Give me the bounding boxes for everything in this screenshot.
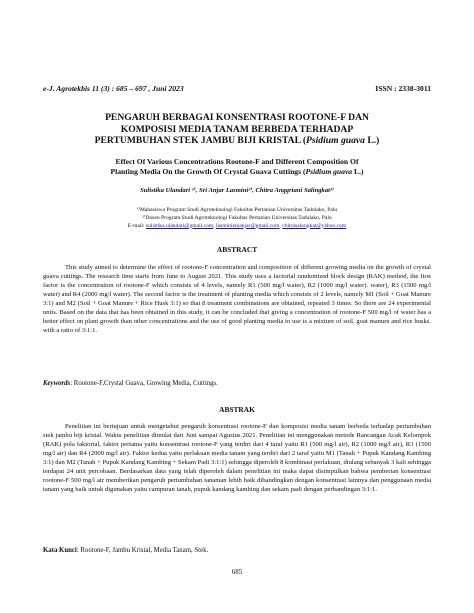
abstract-indonesian-text: Penelitian ini bertujuan untuk mengetahui pengaruh konsentrasi rootone-F dan komposisi media tanam berbeda terhadap pertumbuhan stek jambu biji kristal. Waktu penelitian dimulai dari Juni sampai Agustus 2021. Penelitian ini menggunakan metode Rancangan Acak Kelompok (RAK) pola faktorial, faktor pertama yaitu konsentrasi rootone-F yang terdiri dari 4 taraf yaitu R1 (500 mg/l air), R2 (1000 mg/l air), R3 (1500 mg/l air) dan R4 (2000 mg/l air). Faktor kedua yaitu perlakuan media tanam yang terdiri dari 2 taraf yaitu M1 (Tanah + Pupuk Kandang Kambing 3:1) dan M2 (Tanah + Pupuk Kandang Kambing + Sekam Padi 3:1:1) sehingga diperoleh 8 kombinasi perlakuan, diulang sebanyak 3 kali sehingga terdapat 24 unit percobaan. Berdasarkan data yang telah diperoleh dalam penelitian ini maka dapat disimpulkan bahwa pemberian konsentrasi rootone-F 500 mg/l air memberikan pengaruh pertumbuhan tanaman lebih baik dibandingkan dengan konsentrasi lainnya dan penggunaan media tanam yang baik untuk digunakan yaitu campuran tanah, pupuk kandang kambing dan sekam padi dengan perbandingan 3:1:1. [43, 423, 431, 493]
paper-subtitle-english: Effect Of Various Concentrations Rootone-F and Different Composition Of Planting Media On the Growth Of Crystal Guava Cuttings (Psidium guava L.) [110, 157, 364, 176]
paper-title: PENGARUH BERBAGAI KONSENTRASI ROOTONE-F DAN KOMPOSISI MEDIA TANAM BERBEDA TERHADAP PERTUMBUHAN STEK JAMBU BIJI KRISTAL (Psidium guava L.) [94, 112, 380, 147]
affiliation-student: ¹⁾Mahasiswa Program Studi Agroteknologi Fakultas Pertanian Universitas Tadulako, Palu [136, 207, 338, 213]
email-link-1[interactable]: sulistika.ulandari@gmail.com [145, 222, 214, 229]
species-name: Psidium guava [306, 135, 365, 147]
journal-header [43, 84, 431, 93]
email-line: E-mail: sulistika.ulandari@gmail.com, lasminienianjar@gmail.com, chitrasalongkat@yahoo.com [127, 222, 347, 229]
affiliations [43, 207, 431, 230]
journal-citation: e-J. Agrotekbis 11 (3) : 685 – 697 , Juni 2023 [43, 84, 184, 93]
abstract-english-text: This study aimed to determine the effect of rootone-F concentration and composition of different growing media on the growth of crystal guava cuttings. The research time starts from June to August 2021. This study uses a factorial randomized block design (RAK) method, the first factor is the concentration of rootone-F which consists of 4 levels, namely R1 (500 mg/l water), R2 (1000 mg/l water). water), R3 (1500 mg/l water) and R4 (2000 mg/l water). The second factor is the treatment of planting media which consists of 2 levels, namely M1 (Soil + Goat Manure 3:1) and M2 (Soil + Goat Manure + Rice Husk 3:1) so that 8 treatment combinations are obtained, repeated 3 times. So there are 24 experimental units. Based on the data that has been obtained in this study, it can be concluded that giving a concentration of rootone-F 500 mg/l of water has a better effect on plant growth than other concentrations and the use of good planting media to use is a mixture of soil, goat manure and rice husks. with a ratio of 3:1:1. [43, 264, 431, 334]
email-link-3[interactable]: chitrasalongkat@yahoo.com [282, 222, 347, 229]
keywords-indonesian: Kata Kunci: Rootone-F, Jambu Kristal, Media Tanam, Stek. [43, 547, 209, 554]
issn-number: ISSN : 2338-3011 [375, 84, 431, 93]
abstrak-heading: ABSTRAK [219, 405, 255, 414]
abstract-heading: ABSTRACT [216, 245, 258, 254]
email-link-2[interactable]: lasminienianjar@gmail.com [216, 222, 280, 229]
affiliation-lecturer: ²⁾Dosen Program Studi Agroteknologi Fakultas Pertanian Universitas Tadulako, Palu [142, 214, 332, 221]
author-list: Sulistika Ulandari ¹⁾, Sri Anjar Lasmini²⁾, Chitra Anggriani Salingkat²⁾ [140, 187, 334, 194]
keywords-english: Keywords: Rootone-F,Crystal Guava, Growing Media, Cuttings. [43, 380, 218, 387]
page-number: 685 [231, 568, 243, 576]
